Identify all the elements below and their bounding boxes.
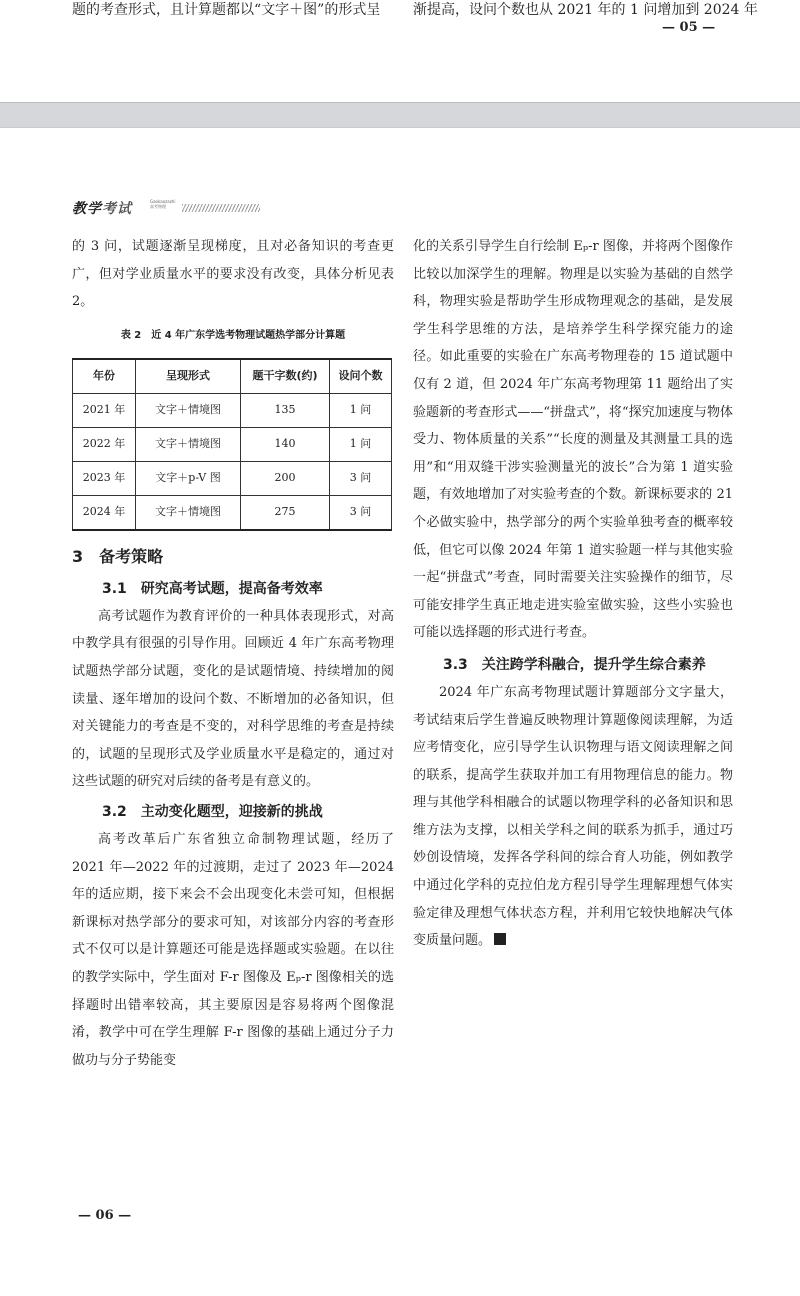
table-header-cell: 题干字数(约)	[241, 359, 330, 394]
section-3-3-text: 2024 年广东高考物理试题计算题部分文字量大，考试结束后学生普遍反映物理计算题像阅读理解，为适应考情变化，应引导学生认识物理与语文阅读理解之间的联系，提高学生获取并加工有用物理信息的能力。物理与其他学科相融合的试题以物理学科的必备知识和思维方法为支撑，以相关学科之间的联系为抓手，通过巧妙创设情境，发挥各学科间的综合育人功能，例如教学中通过化学科的克拉伯龙方程引导学生理解理想气体实验定律及理想气体状态方程，并利用它较快地解决气体变质量问题。	[413, 684, 733, 949]
intro-paragraph: 的 3 问，试题逐渐呈现梯度，且对必备知识的考查更广，但对学业质量水平的要求没有改变，具体分析见表 2。	[72, 239, 394, 310]
data-table	[72, 358, 392, 531]
left-column	[72, 233, 394, 1074]
table-cell: 1 问	[330, 393, 392, 427]
section-3-2-heading: 3.2 主动变化题型，迎接新的挑战	[102, 803, 323, 820]
article-end-icon	[494, 933, 506, 945]
table-cell: 2022 年	[73, 427, 136, 461]
page-gap	[0, 102, 800, 128]
previous-page-number: — 05 —	[662, 20, 716, 35]
current-page	[0, 128, 800, 1296]
table-cell: 文字＋情境图	[136, 427, 241, 461]
table-row	[73, 393, 392, 427]
section-3-heading: 3 备考策略	[72, 546, 164, 566]
table-cell: 3 问	[330, 461, 392, 495]
table-header-cell: 设问个数	[330, 359, 392, 394]
previous-page-right-line: 渐提高，设问个数也从 2021 年的 1 问增加到 2024 年	[413, 2, 758, 18]
table-cell: 文字＋情境图	[136, 495, 241, 530]
header-hatch-decoration	[182, 204, 260, 212]
table-cell: 文字＋情境图	[136, 393, 241, 427]
journal-subtitle	[150, 199, 175, 209]
journal-logo	[72, 198, 132, 218]
page-number: — 06 —	[78, 1208, 132, 1223]
table-header-row	[73, 359, 392, 394]
table-cell: 1 问	[330, 427, 392, 461]
table-caption: 表 2 近 4 年广东学选考物理试题热学部分计算题	[120, 329, 346, 341]
table-cell: 135	[241, 393, 330, 427]
section-3-2-paragraph: 高考改革后广东省独立命制物理试题，经历了 2021 年—2022 年的过渡期，走过了 2023 年—2024 年的适应期，接下来会不会出现变化未尝可知，但根据新课标对热学部分的要求可知，对该部分内容的考查形式不仅可以是计算题还可能是选择题或实验题。在以往的教学实际中，学生面对 F-r 图像及 Eₚ-r 图像相关的选择题时出错率较高，其主要原因是容易将两个图像混淆，教学中可在学生理解 F-r 图像的基础上通过分子力做功与分子势能变	[72, 831, 394, 1068]
table-row	[73, 461, 392, 495]
section-3-1-paragraph: 高考试题作为教育评价的一种具体表现形式，对高中教学具有很强的引导作用。回顾近 4 年广东高考物理试题热学部分试题，变化的是试题情境、持续增加的阅读量、逐年增加的设问个数、不断增加的必备知识，但对关键能力的考查是不变的，对科学思维的考查是持续的，试题的呈现形式及学业质量水平是稳定的，通过对这些试题的研究对后续的备考是有意义的。	[72, 608, 394, 790]
journal-logo-accent: 考试	[102, 201, 132, 217]
table-row	[73, 495, 392, 530]
previous-page-fragment	[0, 0, 800, 102]
journal-header	[72, 198, 262, 217]
table-cell: 2023 年	[73, 461, 136, 495]
table-row	[73, 427, 392, 461]
table-cell: 2024 年	[73, 495, 136, 530]
table-cell: 2021 年	[73, 393, 136, 427]
table-cell: 140	[241, 427, 330, 461]
table-header-cell: 年份	[73, 359, 136, 394]
journal-subtitle-line2: 高考物理	[150, 204, 166, 209]
table-cell: 275	[241, 495, 330, 530]
table-cell: 200	[241, 461, 330, 495]
journal-subtitle-line1: Gaokaozazhi	[150, 199, 176, 204]
section-3-3-heading: 3.3 关注跨学科融合，提升学生综合素养	[443, 656, 706, 673]
section-3-1-heading: 3.1 研究高考试题，提高备考效率	[102, 580, 323, 597]
continued-paragraph: 化的关系引导学生自行绘制 Eₚ-r 图像，并将两个图像作比较以加深学生的理解。物理是以实验为基础的自然学科，物理实验是帮助学生形成物理观念的基础，是发展学生科学思维的方法，是培养学生科学探究能力的途径。如此重要的实验在广东高考物理卷的 15 道试题中仅有 2 道，但 2024 年广东高考物理第 11 题给出了实验题新的考查形式——“拼盘式”，将“探究加速度与物体受力、物体质量的关系”“长度的测量及其测量工具的选用”和“用双缝干涉实验测量光的波长”合为第 1 道实验题，有效地增加了对实验考查的个数。新课标要求的 21 个必做实验中，热学部分的两个实验单独考查的概率较低，但它可以像 2024 年第 1 道实验题一样与其他实验一起“拼盘式”考查，同时需要关注实验操作的细节，尽可能安排学生真正地走进实验室做实验，这些小实验也可能以选择题的形式进行考查。	[413, 239, 733, 641]
section-3-3-paragraph	[413, 679, 733, 955]
table-cell: 文字＋p-V 图	[136, 461, 241, 495]
journal-logo-main: 教学	[72, 201, 102, 217]
right-column	[413, 233, 733, 955]
previous-page-left-line: 题的考查形式，且计算题都以“文字＋图”的形式呈	[72, 2, 381, 18]
table-cell: 3 问	[330, 495, 392, 530]
table-header-cell: 呈现形式	[136, 359, 241, 394]
